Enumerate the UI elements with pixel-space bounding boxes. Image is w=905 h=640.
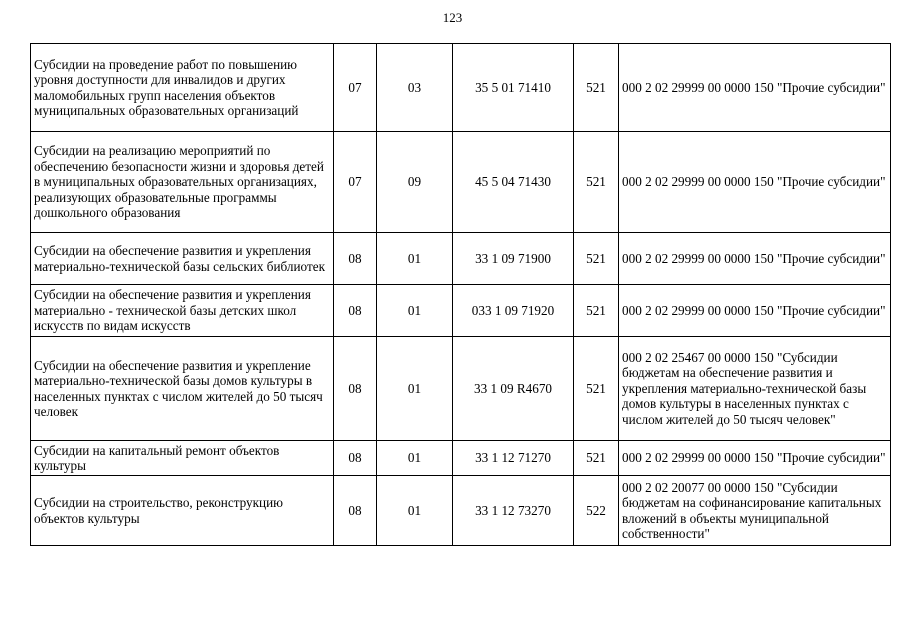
table-row	[31, 44, 891, 132]
subsidy-name-cell: Субсидии на капитальный ремонт объектов культуры	[31, 441, 334, 476]
target-article-cell: 033 1 09 71920	[453, 285, 574, 337]
table-row	[31, 132, 891, 233]
subsection-cell: 01	[377, 285, 453, 337]
revenue-code-cell: 000 2 02 25467 00 0000 150 "Субсидии бюджетам на обеспечение развития и укрепления материально-технической базы домов культуры в населенных пунктах с числом жителей до 50 тысяч человек"	[619, 337, 891, 441]
subsection-cell: 01	[377, 476, 453, 546]
target-article-cell: 33 1 09 71900	[453, 233, 574, 285]
table-row	[31, 285, 891, 337]
table-row	[31, 233, 891, 285]
subsidies-table	[30, 43, 891, 546]
expense-type-cell: 521	[574, 233, 619, 285]
target-article-cell: 35 5 01 71410	[453, 44, 574, 132]
subsidy-name-cell: Субсидии на реализацию мероприятий по обеспечению безопасности жизни и здоровья детей в муниципальных образовательных организациях, реализующих образовательные программы дошкольного образования	[31, 132, 334, 233]
section-cell: 08	[334, 337, 377, 441]
table-row	[31, 476, 891, 546]
revenue-code-cell: 000 2 02 29999 00 0000 150 "Прочие субсидии"	[619, 233, 891, 285]
subsection-cell: 01	[377, 337, 453, 441]
revenue-code-cell: 000 2 02 20077 00 0000 150 "Субсидии бюджетам на софинансирование капитальных вложений в объекты муниципальной собственности"	[619, 476, 891, 546]
subsection-cell: 01	[377, 233, 453, 285]
expense-type-cell: 521	[574, 44, 619, 132]
subsidy-name-cell: Субсидии на строительство, реконструкцию объектов культуры	[31, 476, 334, 546]
subsection-cell: 03	[377, 44, 453, 132]
page-number: 123	[442, 10, 463, 25]
table-row	[31, 441, 891, 476]
expense-type-cell: 522	[574, 476, 619, 546]
expense-type-cell: 521	[574, 285, 619, 337]
expense-type-cell: 521	[574, 441, 619, 476]
revenue-code-cell: 000 2 02 29999 00 0000 150 "Прочие субсидии"	[619, 132, 891, 233]
section-cell: 08	[334, 476, 377, 546]
section-cell: 08	[334, 285, 377, 337]
section-cell: 07	[334, 44, 377, 132]
target-article-cell: 45 5 04 71430	[453, 132, 574, 233]
revenue-code-cell: 000 2 02 29999 00 0000 150 "Прочие субсидии"	[619, 285, 891, 337]
section-cell: 08	[334, 233, 377, 285]
subsection-cell: 09	[377, 132, 453, 233]
subsidy-name-cell: Субсидии на проведение работ по повышению уровня доступности для инвалидов и других маломобильных групп населения объектов муниципальных образовательных организаций	[31, 44, 334, 132]
section-cell: 08	[334, 441, 377, 476]
section-cell: 07	[334, 132, 377, 233]
subsidy-name-cell: Субсидии на обеспечение развития и укрепление материально-технической базы домов культуры в населенных пунктах с числом жителей до 50 тысяч человек	[31, 337, 334, 441]
target-article-cell: 33 1 12 73270	[453, 476, 574, 546]
target-article-cell: 33 1 12 71270	[453, 441, 574, 476]
subsidy-name-cell: Субсидии на обеспечение развития и укрепления материально - технической базы детских школ искусств по видам искусств	[31, 285, 334, 337]
table-row	[31, 337, 891, 441]
expense-type-cell: 521	[574, 337, 619, 441]
subsidy-name-cell: Субсидии на обеспечение развития и укрепления материально-технической базы сельских библиотек	[31, 233, 334, 285]
target-article-cell: 33 1 09 R4670	[453, 337, 574, 441]
expense-type-cell: 521	[574, 132, 619, 233]
subsection-cell: 01	[377, 441, 453, 476]
revenue-code-cell: 000 2 02 29999 00 0000 150 "Прочие субсидии"	[619, 44, 891, 132]
revenue-code-cell: 000 2 02 29999 00 0000 150 "Прочие субсидии"	[619, 441, 891, 476]
